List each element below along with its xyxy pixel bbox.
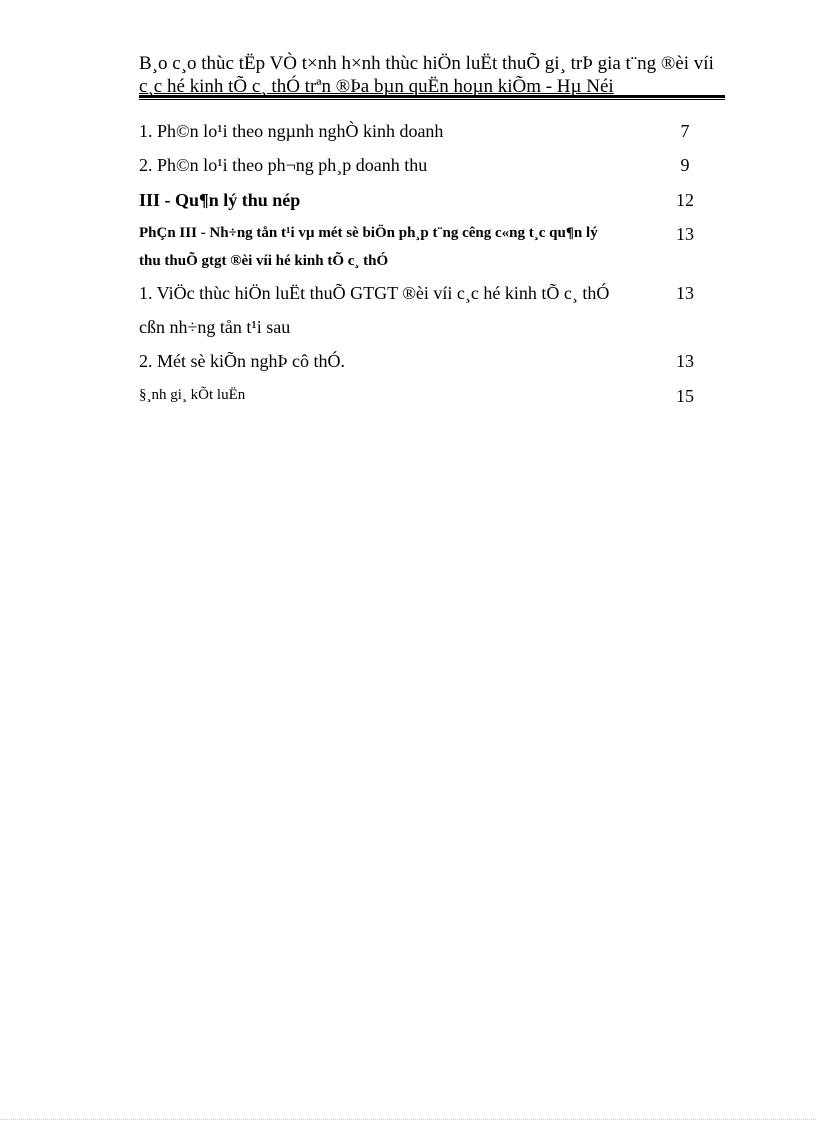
- toc-entry-page: 13: [676, 351, 694, 371]
- page-header: [139, 52, 725, 98]
- toc-entry-page: 12: [676, 190, 694, 210]
- header-title-line2: c¸c hé kinh tÕ c¸ thÓ trªn ®Þa bµn quËn hoµn kiÕm - Hµ Néi: [139, 76, 614, 97]
- header-rule-thin: [139, 99, 725, 100]
- toc-entry-text: PhÇn III - Nh÷ng tån t¹i vµ mét sè biÖn ph¸p t¨ng cêng c«ng t¸c qu¶n lý: [139, 225, 598, 241]
- toc-entry-text: 2. Ph©n lo¹i theo ph¬ng ph¸p doanh thu: [139, 155, 428, 175]
- toc-entry-page: 7: [680, 121, 690, 141]
- toc-entry-text-continued: cßn nh÷ng tån t¹i sau: [139, 317, 291, 337]
- toc-entry-text-continued: thu thuÕ gtgt ®èi víi hé kinh tÕ c¸ thÓ: [139, 253, 389, 269]
- toc-entry-text: 2. Mét sè kiÕn nghÞ cô thÓ.: [139, 351, 345, 371]
- header-title-line1: B¸o c¸o thùc tËp VÒ t×nh h×nh thùc hiÖn luËt thuÕ gi¸ trÞ gia t¨ng ®èi víi: [139, 53, 714, 74]
- toc-entry-page: 13: [676, 283, 694, 303]
- toc-entry-page: 9: [680, 155, 690, 175]
- toc-entry-text: §¸nh gi¸ kÕt luËn: [139, 387, 246, 403]
- toc-entry-text: III - Qu¶n lý thu nép: [139, 190, 301, 210]
- page-bottom-border: [0, 1119, 816, 1120]
- toc-entry-page: 13: [676, 224, 694, 244]
- toc-entry-text: 1. ViÖc thùc hiÖn luËt thuÕ GTGT ®èi víi c¸c hé kinh tÕ c¸ thÓ: [139, 283, 610, 303]
- toc-entry-page: 15: [676, 386, 694, 406]
- toc-entry-text: 1. Ph©n lo¹i theo ngµnh nghÒ kinh doanh: [139, 121, 444, 141]
- header-rule-thick: [139, 95, 725, 98]
